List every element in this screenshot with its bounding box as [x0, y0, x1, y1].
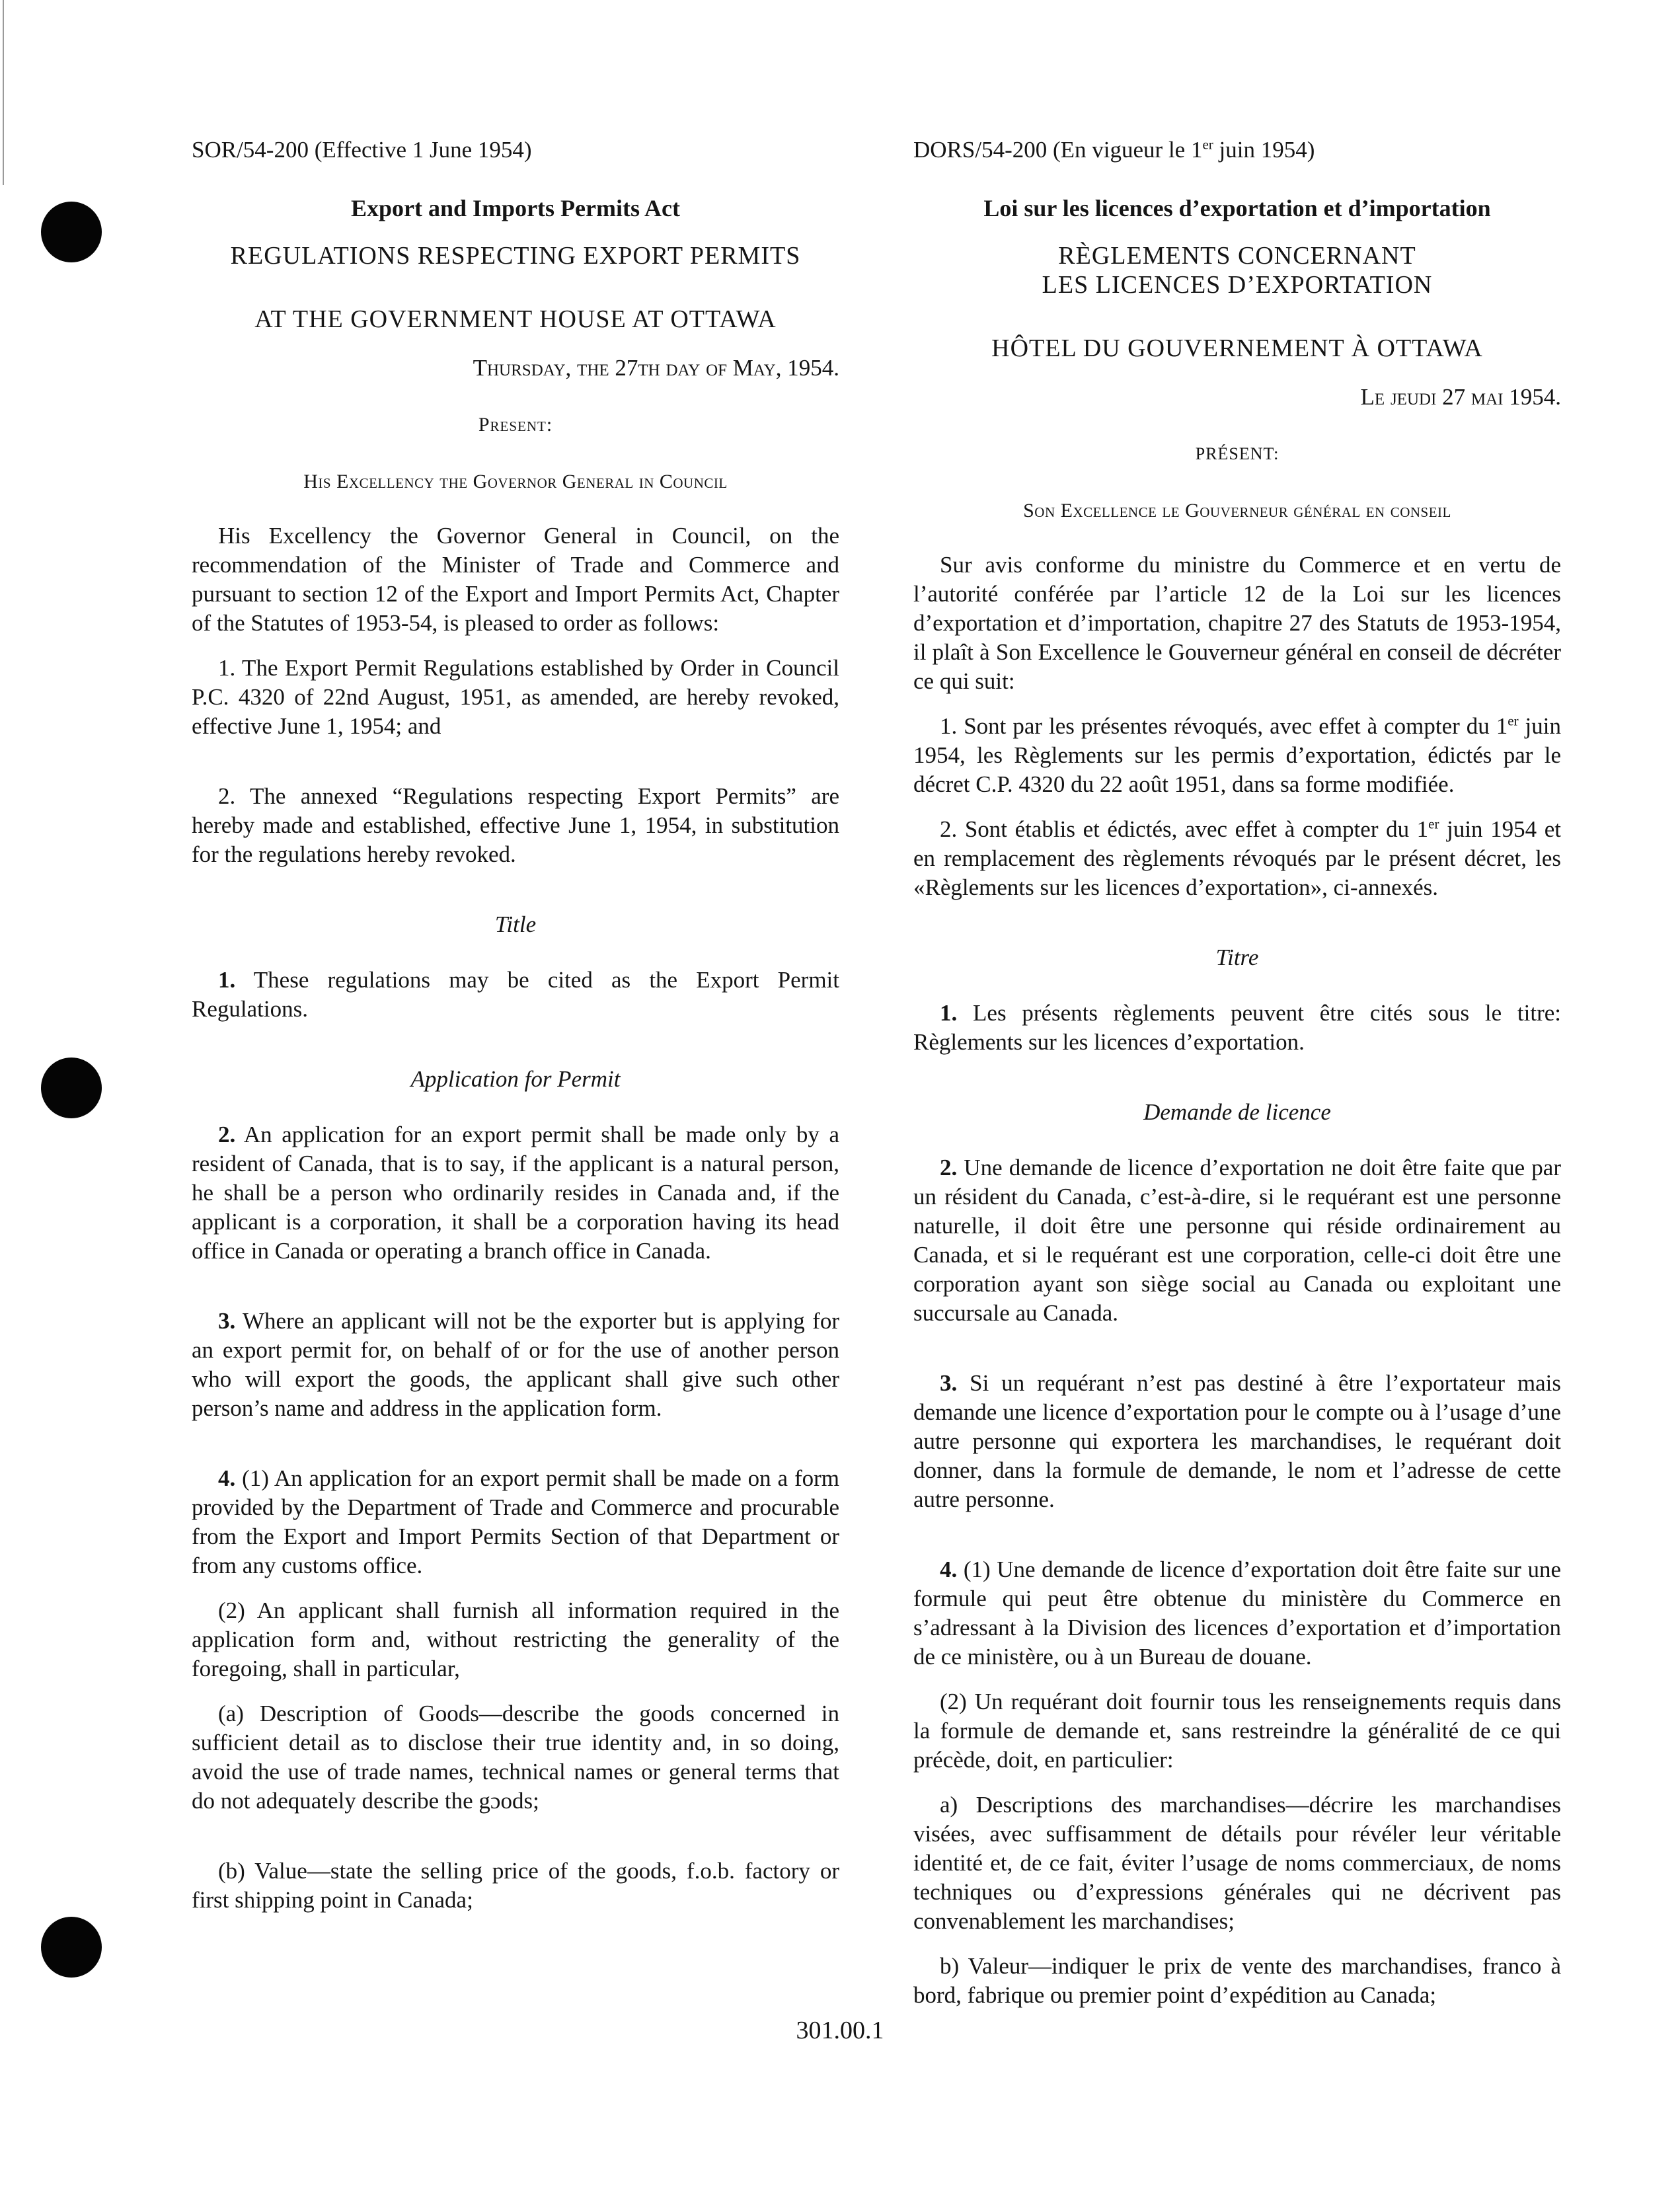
- section-text: Si un requérant n’est pas destiné à être l’exportateur mais demande une licence d’exportation pour le compte ou à l’usage d’une autre personne qui exportera les marchandises, le requérant doit donner, dans la formule de demande, le nom et l’adresse de cette autre personne.: [913, 1370, 1561, 1512]
- english-column: [192, 135, 839, 1931]
- punch-hole-top: [41, 202, 102, 262]
- intro-paragraph: Sur avis conforme du ministre du Commerce et en vertu de l’autorité conférée par l’article 12 de la Loi sur les licences d’exportation et d’importation, chapitre 27 des Statuts de 1953-1954, il plaît à Son Excellence le Gouverneur général en conseil de décréter ce qui suit:: [913, 552, 1561, 694]
- section-number: 2.: [940, 1155, 958, 1180]
- superscript: er: [1508, 712, 1519, 729]
- regulation-title: [913, 241, 1561, 299]
- section-1: [913, 999, 1561, 1057]
- section-1: [192, 966, 839, 1024]
- order-text-end: juin 1954 et en remplacement des règlements révoqués par le présent décret, les «Règlements sur les licences d’exportation», ci-annexés.: [913, 816, 1561, 900]
- superscript: er: [1428, 816, 1439, 832]
- regulation-title: REGULATIONS RESPECTING EXPORT PERMITS: [230, 242, 801, 270]
- section-4-1: [192, 1464, 839, 1580]
- section-number: 4.: [218, 1465, 236, 1491]
- section-3: [913, 1369, 1561, 1514]
- section-4-2-b: b) Valeur—indiquer le prix de vente des marchandises, franco à bord, fabrique ou premier point d’expédition au Canada;: [913, 1953, 1561, 2008]
- heading-application: Demande de licence: [1143, 1099, 1331, 1125]
- order-text: 1. Sont par les présentes révoqués, avec effet à compter du 1: [940, 713, 1508, 739]
- section-text: (1) An application for an export permit shall be made on a form provided by the Department of Trade and Commerce and procurable from the Export and Import Permits Section of that Department or from any customs office.: [192, 1465, 839, 1578]
- section-text: These regulations may be cited as the Export Permit Regulations.: [192, 967, 839, 1022]
- section-2: [192, 1120, 839, 1266]
- present-label: PRÉSENT:: [1195, 444, 1279, 463]
- section-number: 3.: [218, 1308, 236, 1334]
- act-title: Loi sur les licences d’exportation et d’importation: [983, 195, 1491, 221]
- date-line: Thursday, the 27th day of May, 1954.: [473, 355, 839, 381]
- present-label: Present:: [478, 414, 553, 436]
- section-text: Une demande de licence d’exportation ne doit être faite que par un résident du Canada, c’est-à-dire, si le requérant est une personne naturelle, il doit être une personne qui réside ordinairement au Canada, et si le requérant est une corporation, celle-ci doit être une corporation ayant son siège social au Canada ou exploitant une succursale au Canada.: [913, 1155, 1561, 1326]
- scan-edge-line: [3, 0, 4, 185]
- section-text: Les présents règlements peuvent être cités sous le titre: Règlements sur les licences d’exportation.: [913, 1000, 1561, 1055]
- section-4-1: [913, 1555, 1561, 1672]
- section-number: 2.: [218, 1122, 236, 1147]
- council-line: Son Excellence le Gouverneur général en conseil: [1023, 500, 1451, 521]
- punch-hole-middle: [41, 1058, 102, 1118]
- page-number: 301.00.1: [796, 2017, 884, 2044]
- section-3: [192, 1307, 839, 1423]
- section-4-2-b: (b) Value—state the selling price of the goods, f.o.b. factory or first shipping point in Canada;: [192, 1858, 839, 1913]
- heading-title: Titre: [1215, 944, 1259, 970]
- header-text: DORS/54-200 (En vigueur le 1: [913, 137, 1203, 163]
- order-item-2: 2. The annexed “Regulations respecting Export Permits” are hereby made and established, effective June 1, 1954, in substitution for the regulations hereby revoked.: [192, 783, 839, 867]
- section-number: 3.: [940, 1370, 958, 1396]
- dors-header: [913, 135, 1561, 165]
- section-text: An application for an export permit shall be made only by a resident of Canada, that is to say, if the applicant is a natural person, he shall be a person who ordinarily resides in Canada and, if the applicant is a corporation, it shall be a corporation having its head office in Canada or operating a branch office in Canada.: [192, 1122, 839, 1264]
- section-number: 1.: [940, 1000, 958, 1026]
- intro-paragraph: His Excellency the Governor General in Council, on the recommendation of the Minister of Trade and Commerce and pursuant to section 12 of the Export and Import Permits Act, Chapter of the Statutes of 1953-54, is pleased to order as follows:: [192, 523, 839, 636]
- sor-header: SOR/54-200 (Effective 1 June 1954): [192, 137, 532, 163]
- section-2: [913, 1153, 1561, 1328]
- order-item-2: [913, 815, 1561, 902]
- regulation-title-line-1: RÈGLEMENTS CONCERNANT: [1058, 242, 1416, 270]
- french-column: [913, 135, 1561, 2026]
- section-number: 1.: [218, 967, 236, 993]
- regulation-title-line-2: LES LICENCES D’EXPORTATION: [1042, 271, 1433, 299]
- heading-application: Application for Permit: [410, 1066, 621, 1092]
- section-4-2: (2) Un requérant doit fournir tous les renseignements requis dans la formule de demande et, sans restreindre la généralité de ce qui précède, doit, en particulier:: [913, 1689, 1561, 1773]
- section-4-2-a: a) Descriptions des marchandises—décrire les marchandises visées, avec suffisamment de détails pour révéler leur véritable identité et, de ce fait, éviter l’usage de noms commerciaux, de noms techniques ou d’expressions générales qui ne décrivent pas convenablement les marchandises;: [913, 1792, 1561, 1934]
- heading-title: Title: [494, 911, 537, 937]
- order-item-1: 1. The Export Permit Regulations established by Order in Council P.C. 4320 of 22nd August, 1951, as amended, are hereby revoked, effective June 1, 1954; and: [192, 655, 839, 739]
- section-text: (1) Une demande de licence d’exportation doit être faite sur une formule qui peut être obtenue du ministère du Commerce en s’adressant à la Division des licences d’exportation et d’importation de ce ministère, ou à un Bureau de douane.: [913, 1557, 1561, 1670]
- order-text-end: juin 1954, les Règlements sur les permis d’exportation, édictés par le décret C.P. 4320 du 22 août 1951, dans sa forme modifiée.: [913, 713, 1561, 797]
- superscript: er: [1202, 136, 1213, 153]
- order-text: 2. Sont établis et édictés, avec effet à compter du 1: [940, 816, 1429, 842]
- council-line: His Excellency the Governor General in Council: [303, 471, 728, 492]
- section-4-2-a: (a) Description of Goods—describe the goods concerned in sufficient detail as to disclose their true identity and, in so doing, avoid the use of trade names, technical names or general terms that do not adequately describe the gɔods;: [192, 1701, 839, 1814]
- date-line: Le jeudi 27 mai 1954.: [1360, 384, 1561, 410]
- section-number: 4.: [940, 1557, 958, 1582]
- punch-hole-bottom: [41, 1917, 102, 1978]
- act-title: Export and Imports Permits Act: [351, 195, 680, 221]
- place-line: HÔTEL DU GOUVERNEMENT À OTTAWA: [991, 334, 1483, 362]
- order-item-1: [913, 712, 1561, 799]
- header-text-end: juin 1954): [1213, 137, 1315, 163]
- section-text: Where an applicant will not be the exporter but is applying for an export permit for, on behalf of or for the use of another person who will export the goods, the applicant shall give such other person’s name and address in the application form.: [192, 1308, 839, 1421]
- place-line: AT THE GOVERNMENT HOUSE AT OTTAWA: [254, 305, 777, 333]
- section-4-2: (2) An applicant shall furnish all information required in the application form and, without restricting the generality of the foregoing, shall in particular,: [192, 1598, 839, 1681]
